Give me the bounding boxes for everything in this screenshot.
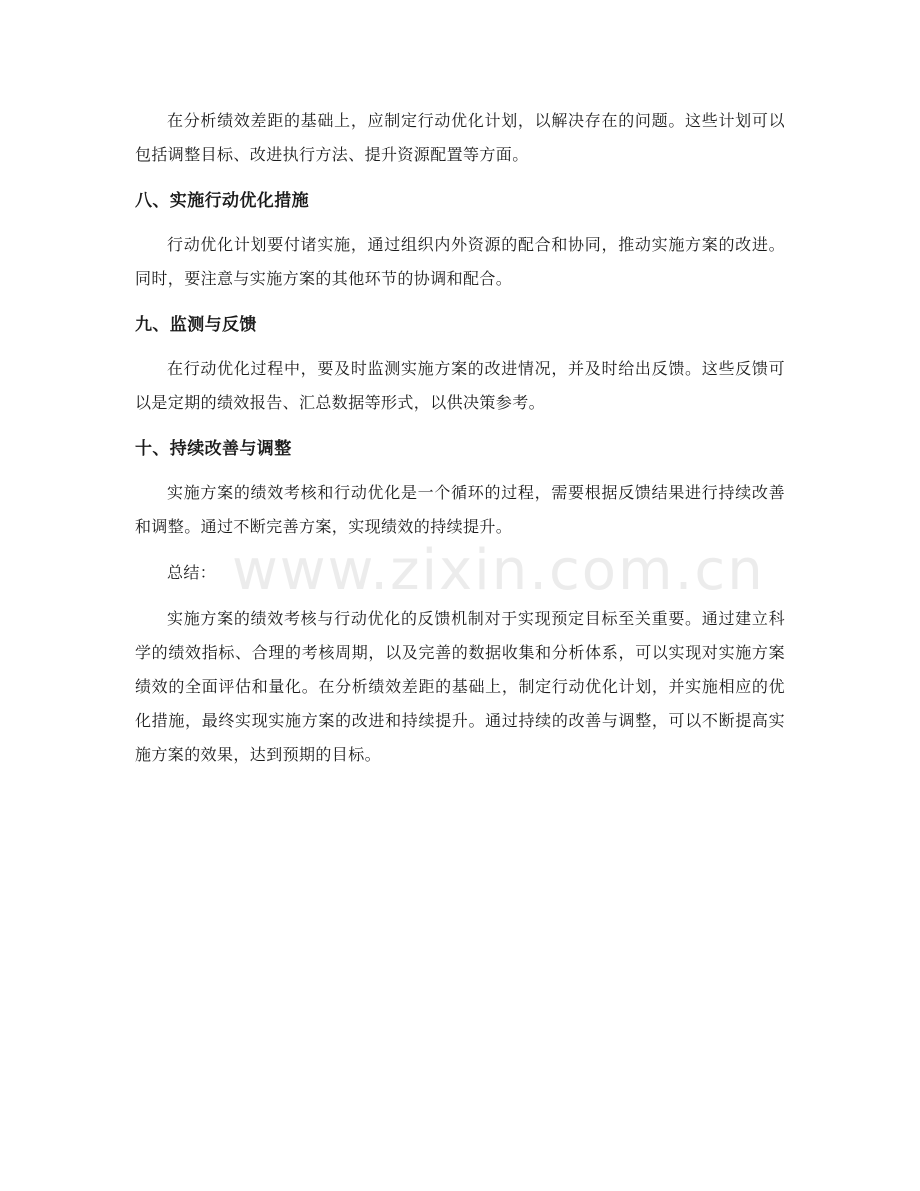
- paragraph-continuous-improvement: 实施方案的绩效考核和行动优化是一个循环的过程，需要根据反馈结果进行持续改善和调整。通过不断完善方案，实现绩效的持续提升。: [135, 483, 785, 536]
- paragraph-action-plan: 在分析绩效差距的基础上，应制定行动优化计划，以解决存在的问题。这些计划可以包括调整目标、改进执行方法、提升资源配置等方面。: [135, 111, 785, 164]
- heading-section-10: 十、持续改善与调整: [135, 439, 292, 459]
- paragraph-monitoring-feedback: 在行动优化过程中，要及时监测实施方案的改进情况，并及时给出反馈。这些反馈可以是定期的绩效报告、汇总数据等形式，以供决策参考。: [135, 359, 785, 412]
- heading-section-9: 九、监测与反馈: [135, 315, 257, 335]
- paragraph-summary-label: 总结：: [167, 563, 217, 582]
- heading-section-8: 八、实施行动优化措施: [135, 191, 309, 211]
- paragraph-implement-optimization: 行动优化计划要付诸实施，通过组织内外资源的配合和协同，推动实施方案的改进。同时，要注意与实施方案的其他环节的协调和配合。: [135, 235, 785, 288]
- paragraph-summary-body: 实施方案的绩效考核与行动优化的反馈机制对于实现预定目标至关重要。通过建立科学的绩效指标、合理的考核周期，以及完善的数据收集和分析体系，可以实现对实施方案绩效的全面评估和量化。在分析绩效差距的基础上，制定行动优化计划，并实施相应的优化措施，最终实现实施方案的改进和持续提升。通过持续的改善与调整，可以不断提高实施方案的效果，达到预期的目标。: [135, 609, 785, 764]
- document-body: [135, 104, 785, 772]
- watermark-text: www.zixin.com.cn: [232, 538, 765, 603]
